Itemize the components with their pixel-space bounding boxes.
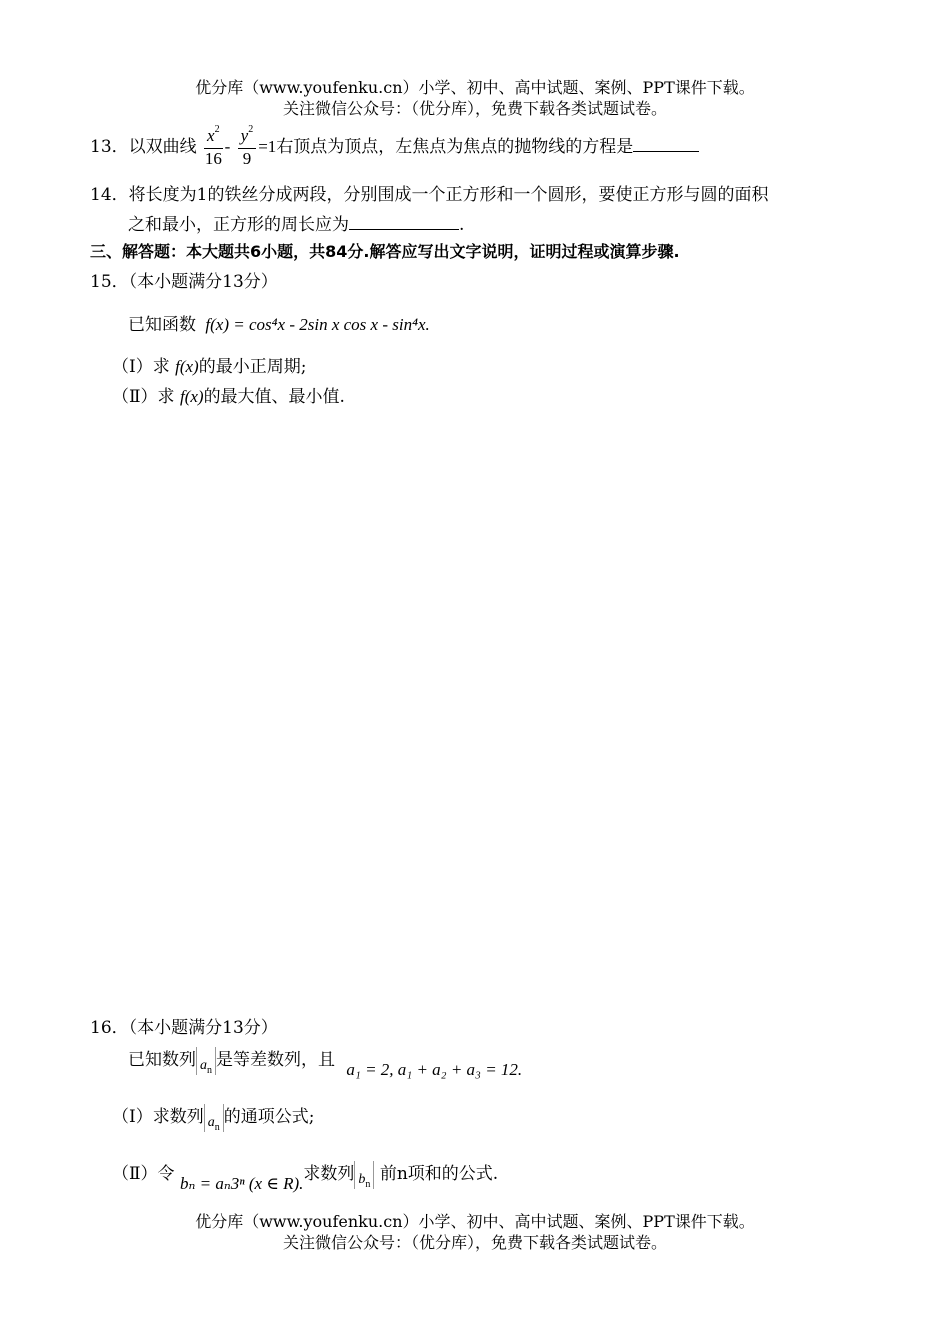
q14-text-1: 将长度为1的铁丝分成两段，分别围成一个正方形和一个圆形，要使正方形与圆的面积 bbox=[128, 185, 769, 205]
q13-fraction-x: $\frac{x^2}{16}$ bbox=[204, 123, 222, 168]
q15-part2-label: （Ⅱ）求 bbox=[112, 387, 175, 407]
q16-points: （本小题满分13分） bbox=[128, 1018, 278, 1038]
q15-part2-text: 的最大值、最小值. bbox=[203, 387, 345, 407]
q13-fraction-y: $\frac{y^2}{9}$ bbox=[238, 127, 257, 169]
q16-given-prefix: 已知数列 bbox=[128, 1050, 196, 1070]
question-16-header bbox=[90, 1013, 278, 1038]
q15-part2-fx: f(x) bbox=[179, 387, 204, 406]
q16-given bbox=[128, 1043, 522, 1077]
question-14-line-2 bbox=[128, 210, 464, 235]
q16-part2-sequence-b: $b_n$ bbox=[354, 1161, 374, 1189]
question-13 bbox=[90, 124, 699, 170]
q13-minus: - bbox=[224, 137, 231, 156]
q15-part-1 bbox=[112, 352, 306, 377]
q16-part2-text: 前n项和的公式. bbox=[379, 1164, 499, 1184]
question-14-line-1 bbox=[90, 180, 768, 205]
q13-prefix: 以双曲线 bbox=[128, 137, 197, 157]
q13-suffix: 右顶点为顶点，左焦点为焦点的抛物线的方程是 bbox=[276, 137, 634, 157]
q13-number: 13． bbox=[90, 137, 129, 157]
q16-given-mid: 是等差数列，且 bbox=[216, 1050, 335, 1070]
q16-part2-formula: bₙ = aₙ3ⁿ (x ∈ R). bbox=[179, 1174, 304, 1193]
footer-line-1: 优分库（www.youfenku.cn）小学、初中、高中试题、案例、PPT课件下载。 bbox=[195, 1212, 755, 1231]
q16-part1-text: 的通项公式; bbox=[223, 1107, 315, 1127]
q15-part-2 bbox=[112, 382, 345, 407]
q15-part1-text: 的最小正周期; bbox=[198, 357, 307, 377]
q16-part2-mid: 求数列 bbox=[303, 1164, 355, 1184]
q16-part2-label: （Ⅱ）令 bbox=[112, 1164, 175, 1184]
q15-part1-label: （Ⅰ）求 bbox=[112, 357, 170, 377]
question-15-header bbox=[90, 267, 278, 292]
q16-sequence-a: $a_n$ bbox=[196, 1047, 216, 1075]
q16-number: 16． bbox=[90, 1018, 129, 1038]
q15-given bbox=[128, 310, 430, 335]
q14-answer-blank[interactable] bbox=[349, 213, 459, 230]
q16-part1-sequence-a: $a_n$ bbox=[204, 1104, 224, 1132]
section-3-heading: 三、解答题：本大题共6小题，共84分.解答应写出文字说明，证明过程或演算步骤. bbox=[90, 242, 680, 261]
footer-line-2: 关注微信公众号：（优分库），免费下载各类试题试卷。 bbox=[282, 1233, 667, 1252]
q15-number: 15． bbox=[90, 272, 129, 292]
q14-period: . bbox=[459, 215, 465, 235]
q16-part-2 bbox=[112, 1157, 498, 1191]
q15-points: （本小题满分13分） bbox=[128, 272, 278, 292]
q13-answer-blank[interactable] bbox=[633, 135, 699, 152]
header-line-1: 优分库（www.youfenku.cn）小学、初中、高中试题、案例、PPT课件下载。 bbox=[195, 78, 755, 97]
q14-number: 14． bbox=[90, 185, 129, 205]
q16-part1-label: （Ⅰ）求数列 bbox=[112, 1107, 204, 1127]
q16-part-1 bbox=[112, 1100, 314, 1134]
q14-text-2: 之和最小，正方形的周长应为 bbox=[128, 215, 349, 235]
q15-given-prefix: 已知函数 bbox=[128, 315, 196, 335]
q15-part1-fx: f(x) bbox=[175, 357, 199, 376]
q15-formula: f(x) = cos⁴x - 2sin x cos x - sin⁴x. bbox=[205, 315, 430, 334]
q16-given-formula: a₁ = 2, a₁ + a₂ + a₃ = 12. bbox=[346, 1060, 523, 1079]
header-line-2: 关注微信公众号：（优分库），免费下载各类试题试卷。 bbox=[282, 99, 667, 118]
q13-equals: =1 bbox=[258, 137, 277, 156]
